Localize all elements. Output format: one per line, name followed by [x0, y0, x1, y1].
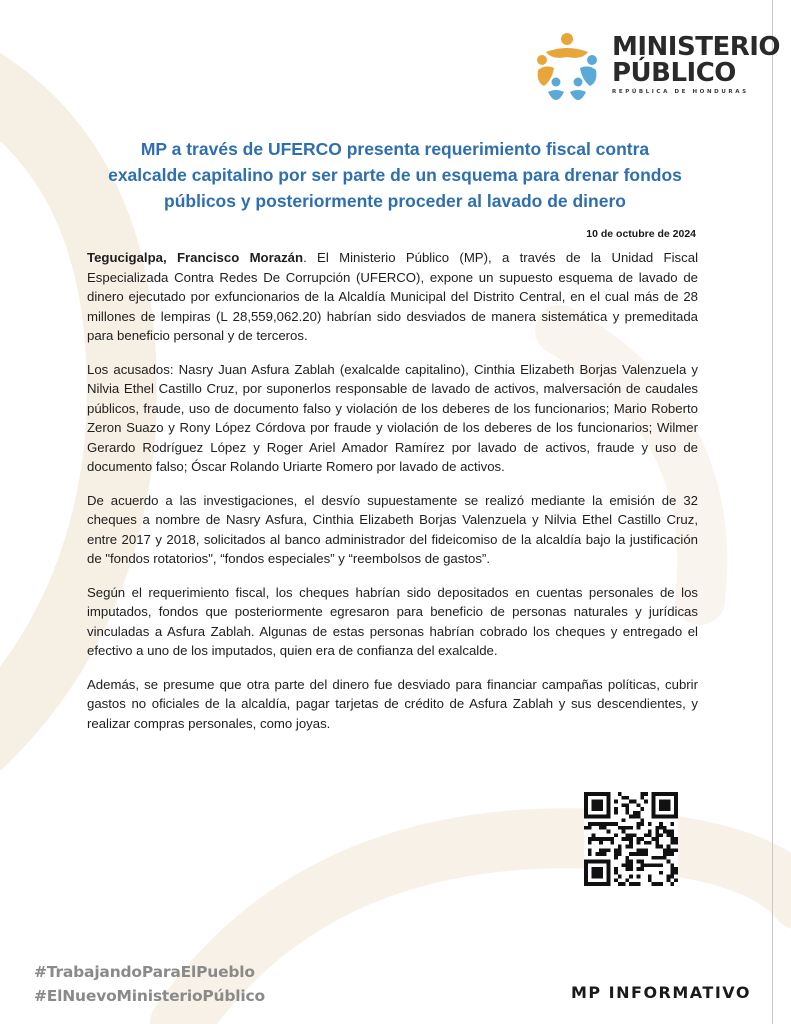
hashtag-nuevo-ministerio[interactable]: #ElNuevoMinisterioPúblico [34, 987, 265, 1005]
logo-line-ministerio: MINISTERIO [612, 32, 780, 62]
right-border-line [772, 0, 773, 1024]
qr-code[interactable] [584, 792, 678, 886]
logo-emblem-icon [532, 30, 602, 100]
logo-wordmark [612, 34, 780, 95]
paragraph-2: Los acusados: Nasry Juan Asfura Zablah (exalcalde capitalino), Cinthia Elizabeth Borjas Valenzuela y Nilvia Ethel Castillo Cruz, por suponerlos responsable de lavado de activos, malversación de caudales públicos, fraude, uso de documento falso y violación de los deberes de los funcionarios; Mario Roberto Zeron Suazo y Rony López Córdova por fraude y violación de los deberes de los funcionarios; Wilmer Gerardo Rodríguez López y Roger Ariel Amador Ramírez por lavado de activos, fraude y uso de documento falso; Óscar Rolando Uriarte Romero por lavado de activos. [87, 361, 698, 474]
ministerio-publico-logo [532, 30, 780, 106]
hashtag-trabajando[interactable]: #TrabajandoParaElPueblo [34, 963, 255, 981]
headline: MP a través de UFERCO presenta requerimiento fiscal contra exalcalde capitalino por ser parte de un esquema para drenar fondos públicos y posteriormente proceder al lavado de dinero [108, 139, 682, 211]
paragraph-3: De acuerdo a las investigaciones, el desvío supuestamente se realizó mediante la emisión de 32 cheques a nombre de Nasry Asfura, Cinthia Elizabeth Borjas Valenzuela y Nilvia Ethel Castillo Cruz, entre 2017 y 2018, solicitados al banco administrador del fideicomiso de la alcaldía bajo la justificación de "fondos rotatorios", “fondos especiales” y “reembolsos de gastos”. [87, 492, 698, 566]
logo-line-publico: PÚBLICO [612, 58, 736, 88]
hashtags [34, 960, 265, 1008]
article-body [87, 248, 698, 747]
paragraph-4: Según el requerimiento fiscal, los cheques habrían sido depositados en cuentas personales de los imputados, fondos que posteriormente egresaron para beneficio de personas naturales y jurídicas vinculadas a Asfura Zablah. Algunas de estas personas habrían cobrado los cheques y entregado el efectivo a uno de los imputados, quien era de confianza del exalcalde. [87, 584, 698, 658]
paragraph-1-text: . El Ministerio Público (MP), a través de la Unidad Fiscal Especializada Contra Redes De Corrupción (UFERCO), expone un supuesto esquema de lavado de dinero ejecutado por exfuncionarios de la Alcaldía Municipal del Distrito Central, en el cual más de 28 millones de lempiras (L 28,559,062.20) habrían sido desviados de manera sistemática y premeditada para beneficio personal y de terceros. [87, 250, 698, 343]
dateline: Tegucigalpa, Francisco Morazán [87, 250, 304, 265]
mp-informativo-brand: MP INFORMATIVO [570, 983, 751, 1002]
logo-line-republica: REPÚBLICA DE HONDURAS [612, 89, 749, 95]
paragraph-1 [87, 248, 698, 346]
publication-date: 10 de octubre de 2024 [586, 228, 696, 240]
paragraph-5: Además, se presume que otra parte del dinero fue desviado para financiar campañas políticas, cubrir gastos no oficiales de la alcaldía, pagar tarjetas de crédito de Asfura Zablah y sus descendientes, y realizar compras personales, como joyas. [87, 676, 698, 731]
